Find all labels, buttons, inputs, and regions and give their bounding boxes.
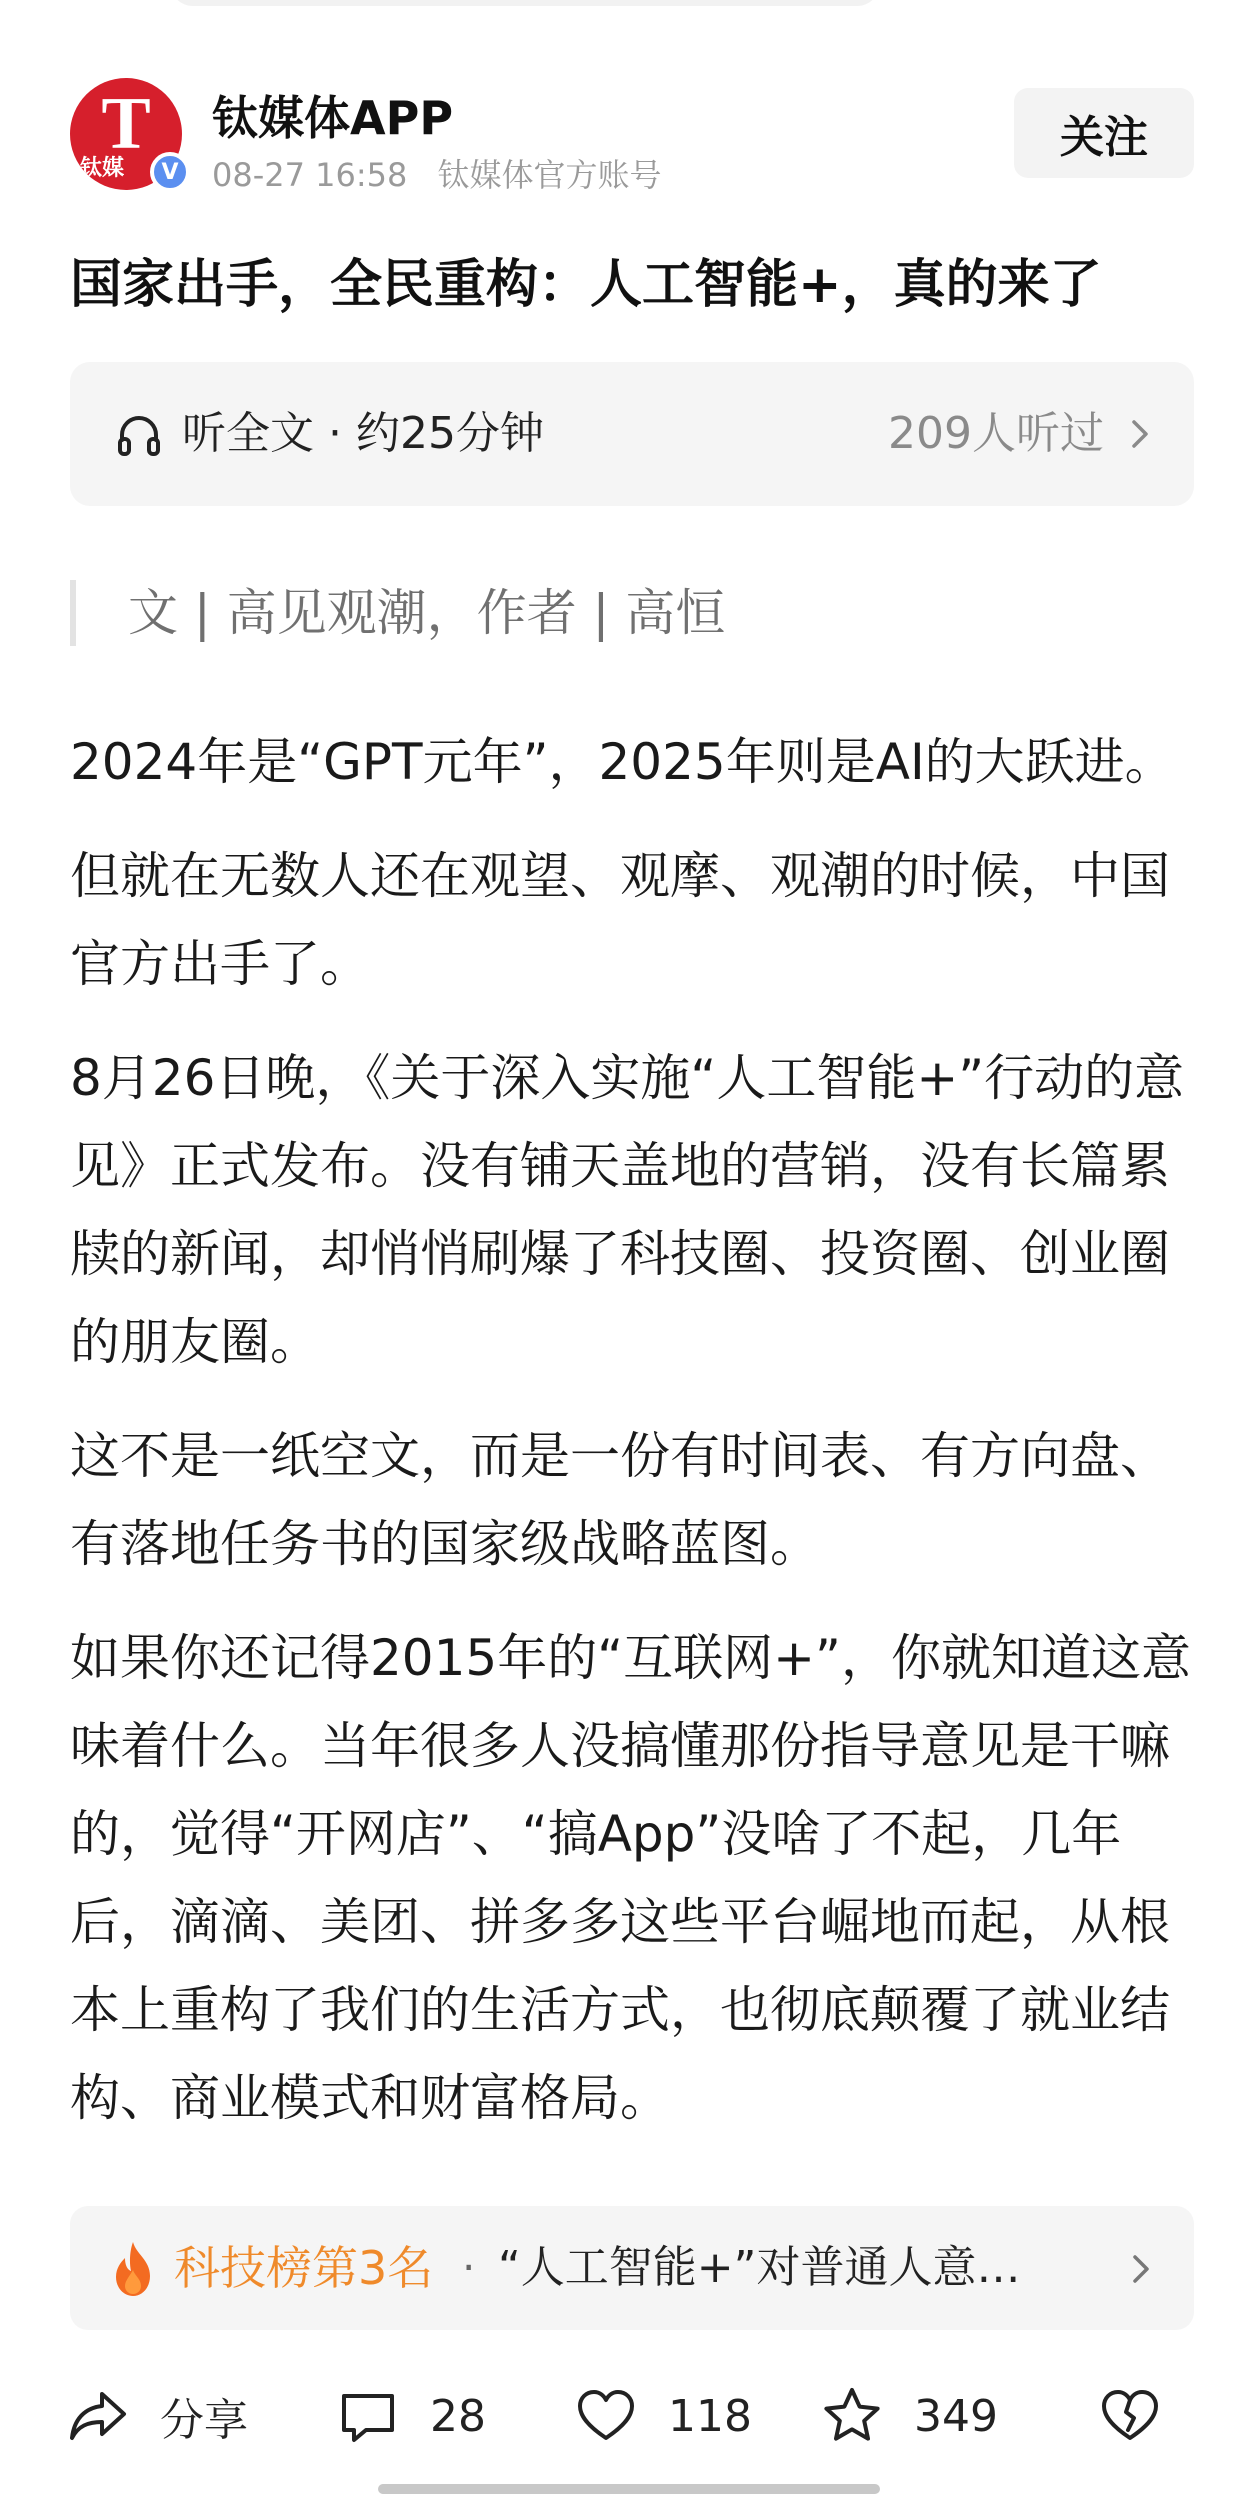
follow-button[interactable]: 关注	[1014, 88, 1194, 178]
listen-full-text-bar[interactable]	[70, 362, 1194, 506]
favorite-count: 349	[914, 2390, 998, 2442]
post-meta	[212, 150, 662, 196]
fire-icon	[108, 2240, 158, 2298]
favorite-button[interactable]	[820, 2366, 998, 2466]
listen-label: 听全文 · 约25分钟	[182, 408, 544, 459]
comment-bubble-icon	[336, 2384, 400, 2448]
star-icon	[820, 2384, 884, 2448]
like-button[interactable]	[574, 2366, 752, 2466]
trend-topic-text: “人工智能+”对普通人意…	[498, 2242, 1021, 2293]
headphone-icon	[114, 410, 164, 460]
share-arrow-icon	[66, 2384, 130, 2448]
account-type: 钛媒体官方账号	[437, 156, 662, 194]
trend-rank-label: 科技榜第3名	[174, 2241, 434, 2295]
like-count: 118	[668, 2390, 752, 2442]
comment-button[interactable]	[336, 2366, 486, 2466]
trend-separator: ·	[462, 2243, 476, 2292]
post-time: 08-27 16:58	[212, 156, 408, 194]
avatar-logo-text: 钛媒	[80, 156, 125, 181]
verified-badge-icon: V	[150, 152, 190, 192]
chevron-right-icon	[1128, 2252, 1154, 2286]
home-indicator[interactable]	[378, 2484, 880, 2494]
more-reaction-button[interactable]	[1098, 2366, 1162, 2466]
article-paragraph: 但就在无数人还在观望、观摩、观潮的时候，中国官方出手了。	[70, 847, 1170, 993]
trending-rank-bar[interactable]	[70, 2206, 1194, 2330]
article-byline: 文 | 高见观潮，作者 | 高恒	[70, 580, 725, 646]
comment-count: 28	[430, 2390, 486, 2442]
chevron-right-icon	[1126, 416, 1154, 452]
heart-broken-icon	[1098, 2384, 1162, 2448]
article-paragraph: 如果你还记得2015年的“互联网+”，你就知道这意味着什么。当年很多人没搞懂那份指导意见是干嘛的，觉得“开网店”、“搞App”没啥了不起，几年后，滴滴、美团、拼多多这些平台崛地而起，从根本上重构了我们的生活方式，也彻底颠覆了就业结构、商业模式和财富格局。	[70, 1629, 1191, 2127]
share-label: 分享	[160, 2395, 248, 2446]
article-paragraph: 2024年是“GPT元年”，2025年则是AI的大跃进。	[70, 733, 1175, 791]
bottom-action-bar	[0, 2366, 1249, 2466]
author-name[interactable]: 钛媒体APP	[212, 91, 454, 145]
top-search-pill[interactable]	[170, 0, 880, 6]
share-button[interactable]	[66, 2366, 248, 2466]
author-header	[70, 78, 1194, 198]
article-body	[70, 718, 1194, 2180]
article-title: 国家出手，全民重构：人工智能+，真的来了	[70, 255, 1102, 315]
avatar-logo-letter: T	[101, 83, 151, 165]
listen-count: 209人听过	[888, 408, 1104, 459]
article-paragraph: 这不是一纸空文，而是一份有时间表、有方向盘、有落地任务书的国家级战略蓝图。	[70, 1427, 1170, 1573]
heart-icon	[574, 2384, 638, 2448]
article-paragraph: 8月26日晚，《关于深入实施“人工智能+”行动的意见》正式发布。没有铺天盖地的营销，没有长篇累牍的新闻，却悄悄刷爆了科技圈、投资圈、创业圈的朋友圈。	[70, 1049, 1185, 1371]
